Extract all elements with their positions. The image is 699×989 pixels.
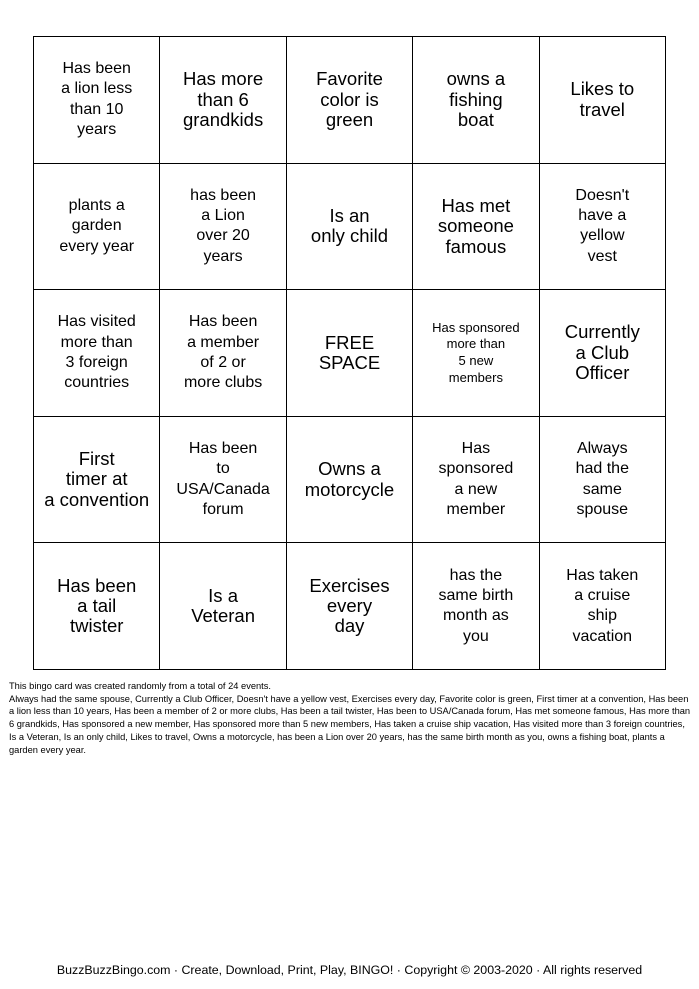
bingo-cell-text: Has more than 6 grandkids xyxy=(182,68,264,130)
bingo-cell-r4c5 xyxy=(540,417,666,544)
bingo-cell-r2c1 xyxy=(34,164,160,291)
bingo-cell-text: Has taken a cruise ship vacation xyxy=(566,566,639,645)
bingo-cell-r3c5 xyxy=(540,290,666,417)
notes-events-list: Always had the same spouse, Currently a Club Officer, Doesn't have a yellow vest, Exercises every day, Favorite color is green, First timer at a convention, Has been a lion less than 10 years, Has been a member of 2 or more clubs, Has been a tail twister, Has been to USA/Canada forum, Has met someone famous, Has more than 6 grandkids, Has sponsored a new member, Has sponsored more than 5 new members, Has taken a cruise ship vacation, Has visited more than 3 foreign countries, Is a Veteran, Is an only child, Likes to travel, Owns a motorcycle, has been a Lion over 20 years, has the same birth month as you, owns a fishing boat, plants a garden every year. xyxy=(9,693,691,755)
bingo-cell-r4c1 xyxy=(34,417,160,544)
bingo-cell-text: Currently a Club Officer xyxy=(564,321,640,384)
bingo-cell-text: Has been to USA/Canada forum xyxy=(176,439,270,518)
bingo-cell-r4c2 xyxy=(160,417,286,544)
bingo-cell-r3c4 xyxy=(413,290,539,417)
bingo-cell-text: Owns a motorcycle xyxy=(304,458,395,500)
bingo-cell-text: Has been a lion less than 10 years xyxy=(61,60,133,139)
bingo-cell-text: Favorite color is green xyxy=(316,68,383,130)
bingo-cell-r5c1 xyxy=(34,543,160,670)
bingo-cell-text: Has been a member of 2 or more clubs xyxy=(183,313,263,392)
bingo-cell-r1c1 xyxy=(34,37,160,164)
bingo-cell-text: Has sponsored a new member xyxy=(438,439,514,518)
copyright-footer: BuzzBuzzBingo.com · Create, Download, Print, Play, BINGO! · Copyright © 2003-2020 · All rights reserved xyxy=(56,963,643,977)
bingo-cell-text: Doesn't have a yellow vest xyxy=(575,186,630,265)
bingo-cell-r1c4 xyxy=(413,37,539,164)
bingo-cell-r5c5 xyxy=(540,543,666,670)
bingo-cell-text: First timer at a convention xyxy=(44,448,150,510)
bingo-cell-r5c4 xyxy=(413,543,539,670)
bingo-cell-r4c3 xyxy=(287,417,413,544)
bingo-cell-r2c5 xyxy=(540,164,666,291)
bingo-cell-text: Has been a tail twister xyxy=(57,574,137,637)
bingo-cell-text: Likes to travel xyxy=(570,78,635,120)
bingo-cell-r2c2 xyxy=(160,164,286,291)
bingo-cell-r3c2 xyxy=(160,290,286,417)
bingo-cell-free-space xyxy=(287,290,413,417)
bingo-cell-r5c2 xyxy=(160,543,286,670)
bingo-cell-r1c2 xyxy=(160,37,286,164)
bingo-cell-text: Always had the same spouse xyxy=(575,439,629,518)
bingo-cell-r1c3 xyxy=(287,37,413,164)
notes-intro: This bingo card was created randomly from a total of 24 events. xyxy=(9,681,271,691)
bingo-cell-r5c3 xyxy=(287,543,413,670)
bingo-cell-text: Has visited more than 3 foreign countries xyxy=(57,313,136,392)
bingo-cell-r1c5 xyxy=(540,37,666,164)
bingo-cell-r2c4 xyxy=(413,164,539,291)
bingo-cell-text: has been a Lion over 20 years xyxy=(190,186,257,265)
bingo-cell-r4c4 xyxy=(413,417,539,544)
bingo-cell-text: Has met someone famous xyxy=(437,194,514,257)
bingo-cell-text: Is a Veteran xyxy=(191,584,255,627)
bingo-cell-text: Has sponsored more than 5 new members xyxy=(432,319,520,385)
bingo-cell-r2c3 xyxy=(287,164,413,291)
bingo-cell-text: Is an only child xyxy=(310,205,389,247)
bingo-card-grid xyxy=(33,36,666,670)
bingo-cell-text: owns a fishing boat xyxy=(446,68,506,130)
bingo-cell-r3c1 xyxy=(34,290,160,417)
bingo-cell-text: plants a garden every year xyxy=(59,196,135,255)
bingo-cell-text: Exercises every day xyxy=(309,574,390,637)
card-notes xyxy=(9,680,693,756)
bingo-cell-text: FREE SPACE xyxy=(318,331,381,373)
bingo-cell-text: has the same birth month as you xyxy=(438,566,514,645)
